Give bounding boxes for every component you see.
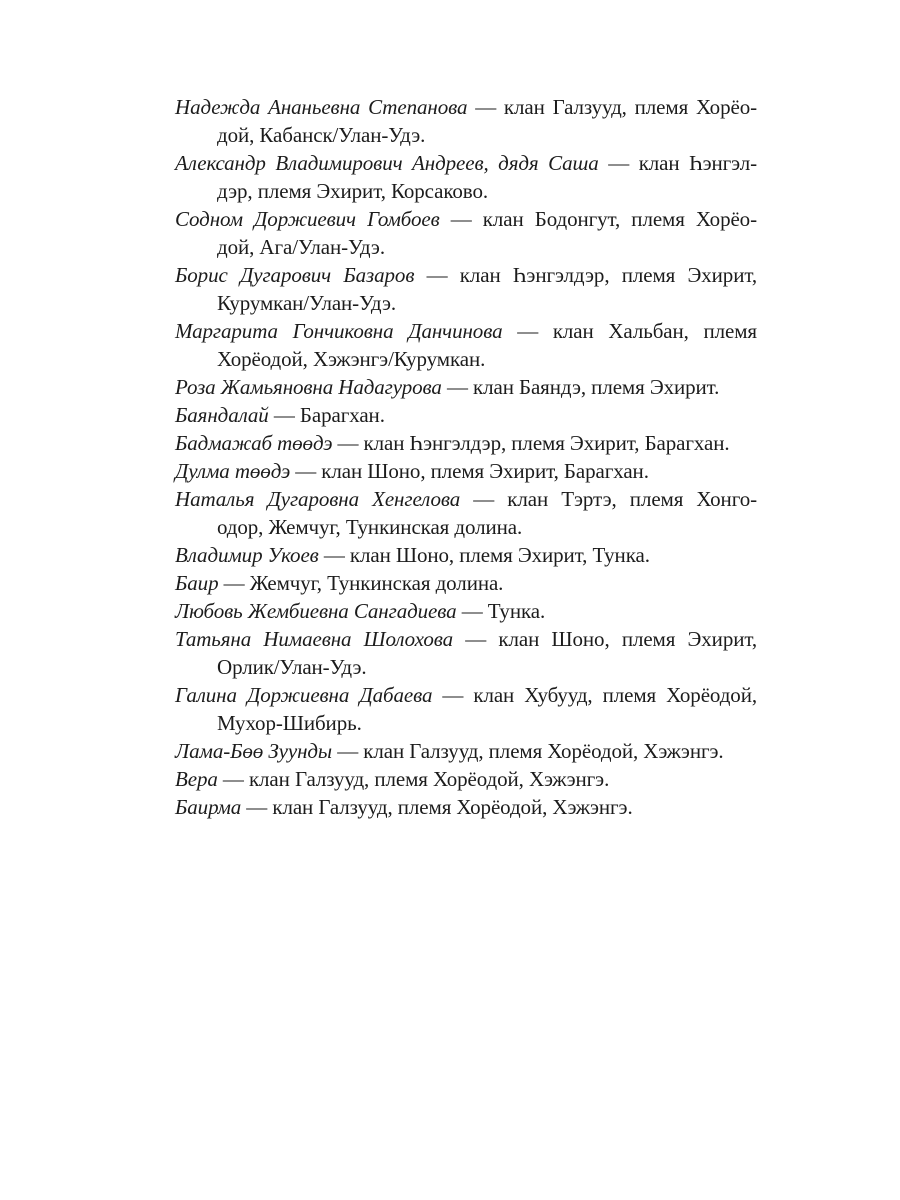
entry-line-continuation: Орлик/Улан-Удэ. (217, 655, 367, 679)
person-name: Любовь Жембиевна Сангадиева (175, 599, 457, 623)
directory-entry (175, 681, 757, 737)
entry-line-continuation: Хорёодой, Хэжэнгэ/Курумкан. (217, 347, 486, 371)
person-name: Наталья Дугаровна Хенгелова (175, 487, 461, 511)
entry-line-continuation: одор, Жемчуг, Тункинская долина. (217, 515, 523, 539)
entry-details: — клан Хальбан, племя (502, 319, 757, 343)
person-name: Татьяна Нимаевна Шолохова (175, 627, 454, 651)
person-name: Дулма төөдэ (175, 459, 291, 483)
entry-details: — Жемчуг, Тункинская долина. (218, 571, 504, 595)
entry-line-first (175, 93, 757, 121)
person-name: Баир (175, 571, 219, 595)
entry-line-first (175, 373, 757, 401)
person-name: Борис Дугарович Базаров (175, 263, 415, 287)
entry-details: — клан Галзууд, племя Хорёодой, Хэжэнгэ. (332, 739, 724, 763)
entry-line-first (175, 429, 757, 457)
directory-list (175, 93, 757, 821)
person-name: Александр Владимирович Андреев, дядя Саша (175, 151, 599, 175)
entry-line-first (175, 401, 757, 429)
entry-line-continuation: Курумкан/Улан-Удэ. (217, 291, 397, 315)
directory-entry (175, 485, 757, 541)
entry-line-first (175, 205, 757, 233)
directory-entry (175, 429, 757, 457)
person-name: Баяндалай (175, 403, 269, 427)
person-name: Бадмажаб төөдэ (175, 431, 333, 455)
entry-details: — Барагхан. (268, 403, 385, 427)
entry-line-first (175, 485, 757, 513)
person-name: Маргарита Гончиковна Данчинова (175, 319, 503, 343)
directory-entry (175, 541, 757, 569)
entry-line-first (175, 625, 757, 653)
directory-entry (175, 793, 757, 821)
entry-details: — клан Шоно, племя Эхирит, (453, 627, 758, 651)
directory-entry (175, 625, 757, 681)
directory-entry (175, 737, 757, 765)
entry-line-first (175, 737, 757, 765)
person-name: Роза Жамьяновна Надагурова (175, 375, 442, 399)
entry-details: — клан Һэнгэл- (598, 151, 757, 175)
entry-line-first (175, 317, 757, 345)
entry-line-first (175, 597, 757, 625)
person-name: Баирма (175, 795, 242, 819)
directory-entry (175, 457, 757, 485)
person-name: Лама-Бөө Зуунды (175, 739, 333, 763)
directory-entry (175, 569, 757, 597)
directory-entry (175, 205, 757, 261)
entry-details: — клан Һэнгэлдэр, племя Эхирит, (414, 263, 757, 287)
directory-entry (175, 149, 757, 205)
entry-details: — клан Шоно, племя Эхирит, Тунка. (318, 543, 650, 567)
person-name: Надежда Ананьевна Степанова (175, 95, 468, 119)
directory-entry (175, 401, 757, 429)
person-name: Галина Доржиевна Дабаева (175, 683, 433, 707)
person-name: Вера (175, 767, 218, 791)
directory-entry (175, 373, 757, 401)
directory-entry (175, 597, 757, 625)
entry-details: — клан Шоно, племя Эхирит, Барагхан. (290, 459, 649, 483)
entry-line-first (175, 681, 757, 709)
entry-details: — клан Һэнгэлдэр, племя Эхирит, Барагхан. (332, 431, 730, 455)
entry-line-first (175, 793, 757, 821)
entry-line-first (175, 149, 757, 177)
entry-line-continuation: дой, Кабанск/Улан-Удэ. (217, 123, 426, 147)
entry-details: — клан Галзууд, племя Хорёодой, Хэжэнгэ. (217, 767, 610, 791)
entry-details: — клан Галзууд, племя Хорёодой, Хэжэнгэ. (241, 795, 633, 819)
directory-entry (175, 261, 757, 317)
entry-details: — клан Баяндэ, племя Эхирит. (441, 375, 720, 399)
entry-line-first (175, 261, 757, 289)
entry-line-continuation: дэр, племя Эхирит, Корсаково. (217, 179, 489, 203)
entry-line-first (175, 457, 757, 485)
entry-details: — клан Бодонгут, племя Хорёо- (439, 207, 757, 231)
entry-details: — Тунка. (456, 599, 546, 623)
person-name: Содном Доржиевич Гомбоев (175, 207, 440, 231)
person-name: Владимир Укоев (175, 543, 319, 567)
entry-line-first (175, 541, 757, 569)
entry-line-first (175, 765, 757, 793)
entry-line-continuation: Мухор-Шибирь. (217, 711, 362, 735)
entry-line-continuation: дой, Ага/Улан-Удэ. (217, 235, 385, 259)
entry-line-first (175, 569, 757, 597)
entry-details: — клан Галзууд, племя Хорёо- (467, 95, 757, 119)
directory-entry (175, 765, 757, 793)
entry-details: — клан Тэртэ, племя Хонго- (460, 487, 757, 511)
directory-entry (175, 93, 757, 149)
entry-details: — клан Хубууд, племя Хорёодой, (432, 683, 757, 707)
directory-entry (175, 317, 757, 373)
